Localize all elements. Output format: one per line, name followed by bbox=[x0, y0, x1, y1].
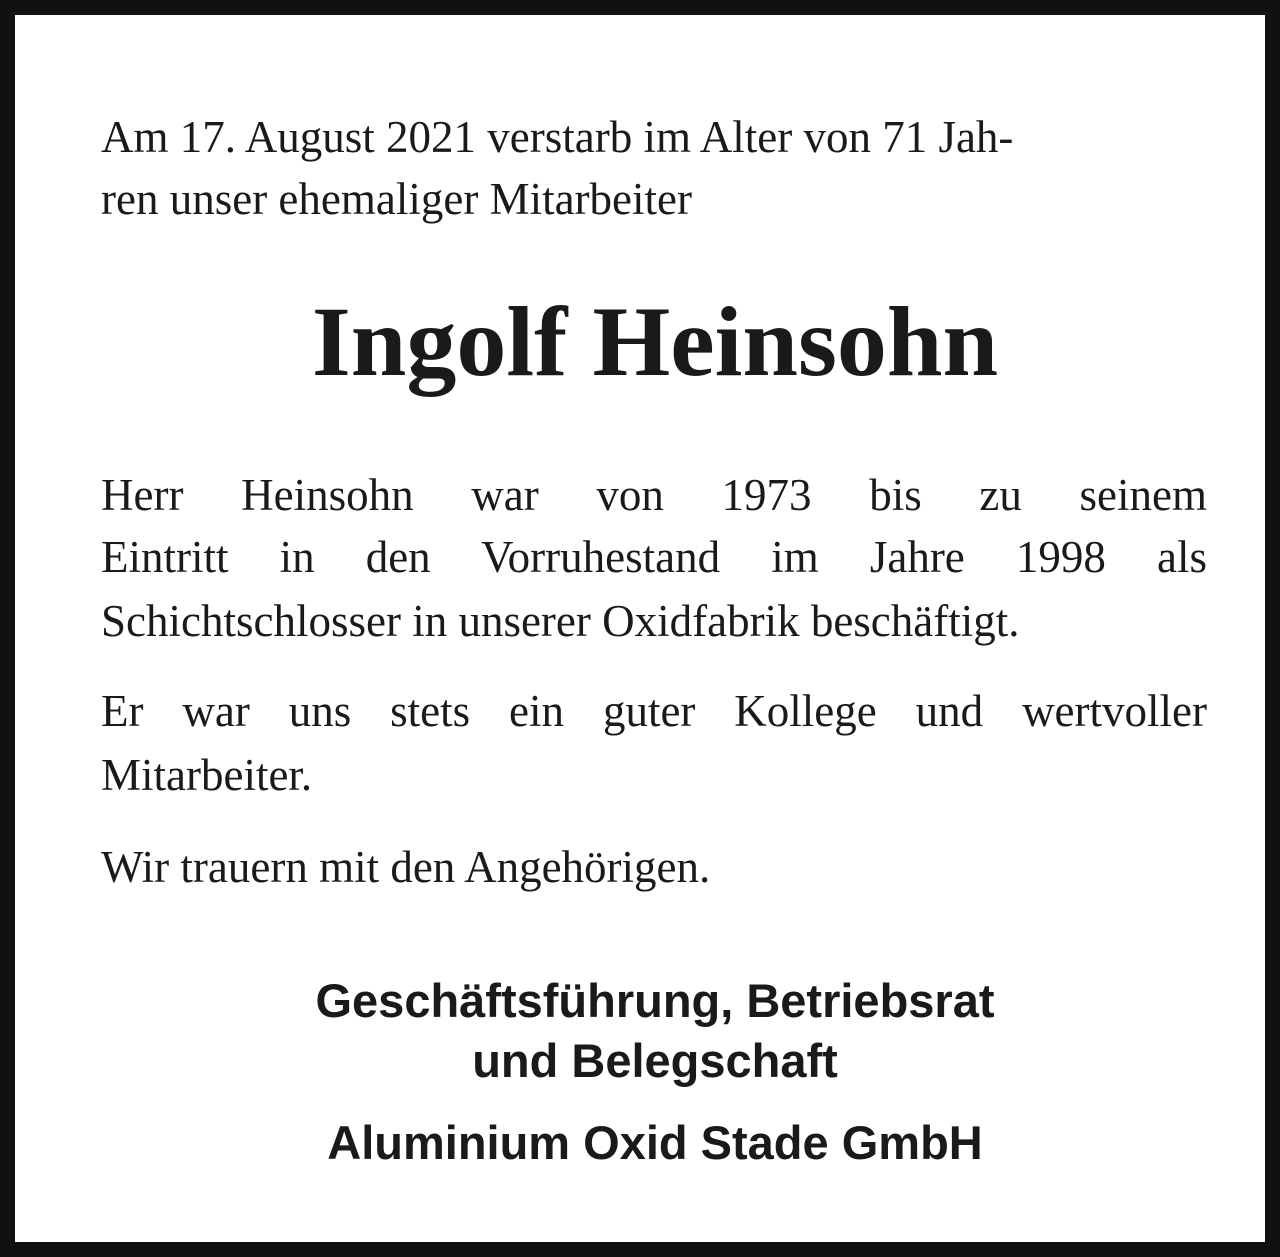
company-name: Aluminium Oxid Stade GmbH bbox=[327, 1116, 983, 1169]
paragraph1-line-1: Herr Heinsohn war von 1973 bis zu seinem bbox=[101, 470, 1207, 520]
signature-line-1: Geschäftsführung, Betriebsrat bbox=[315, 974, 995, 1027]
paragraph1-line-3: Schichtschlosser in unserer Oxidfabrik beschäftigt. bbox=[101, 596, 1020, 646]
signature-line-2: und Belegschaft bbox=[472, 1034, 838, 1087]
deceased-name: Ingolf Heinsohn bbox=[311, 286, 999, 397]
paragraph2-line-1: Er war uns stets ein guter Kollege und wertvoller bbox=[101, 686, 1207, 736]
intro-line-2: ren unser ehemaliger Mitarbeiter bbox=[101, 174, 692, 224]
intro-line-1: Am 17. August 2021 verstarb im Alter von 71 Jah- bbox=[101, 112, 1014, 162]
paragraph3: Wir trauern mit den Angehörigen. bbox=[101, 842, 711, 892]
paragraph2-line-2: Mitarbeiter. bbox=[101, 750, 313, 800]
paragraph1-line-2: Eintritt in den Vorruhestand im Jahre 1998 als bbox=[101, 532, 1207, 582]
